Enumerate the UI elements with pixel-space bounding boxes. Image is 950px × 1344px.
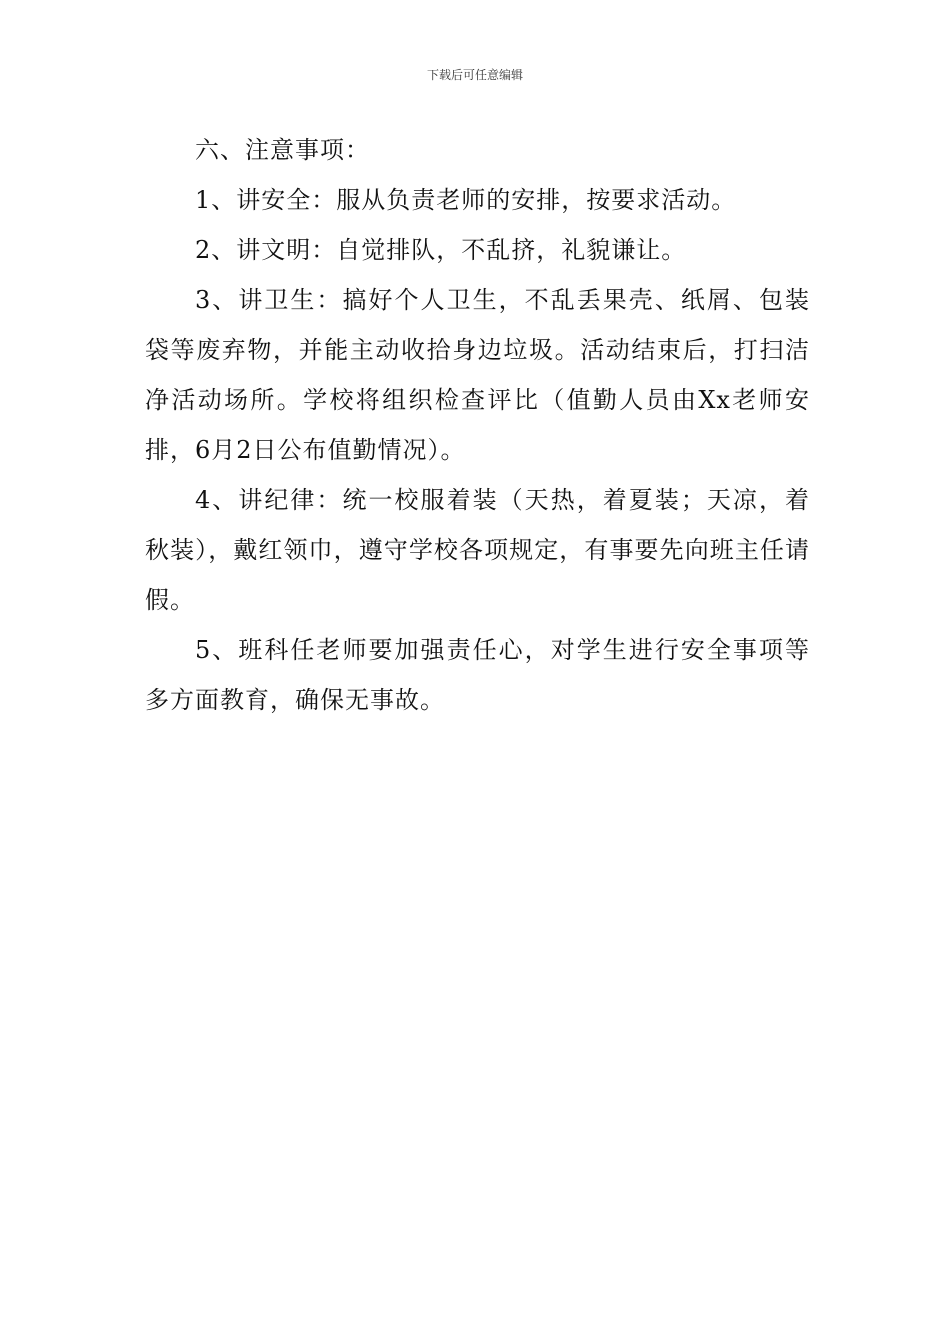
document-body <box>145 125 810 725</box>
item-civility: 2、讲文明：自觉排队，不乱挤，礼貌谦让。 <box>195 236 687 264</box>
item-discipline: 4、讲纪律：统一校服着装（天热，着夏装；天凉，着秋装），戴红领巾，遵守学校各项规定，有事要先向班主任请假。 <box>145 486 810 614</box>
item-hygiene: 3、讲卫生：搞好个人卫生，不乱丢果壳、纸屑、包装袋等废弃物，并能主动收拾身边垃圾。活动结束后，打扫洁净活动场所。学校将组织检查评比（值勤人员由Xx老师安排，6月2日公布值勤情况）。 <box>145 286 810 464</box>
item-safety: 1、讲安全：服从负责老师的安排，按要求活动。 <box>195 186 737 214</box>
item-teacher-responsibility: 5、班科任老师要加强责任心，对学生进行安全事项等多方面教育，确保无事故。 <box>145 636 810 714</box>
header-note: 下载后可任意编辑 <box>426 68 523 82</box>
section-title: 六、注意事项： <box>195 136 370 164</box>
